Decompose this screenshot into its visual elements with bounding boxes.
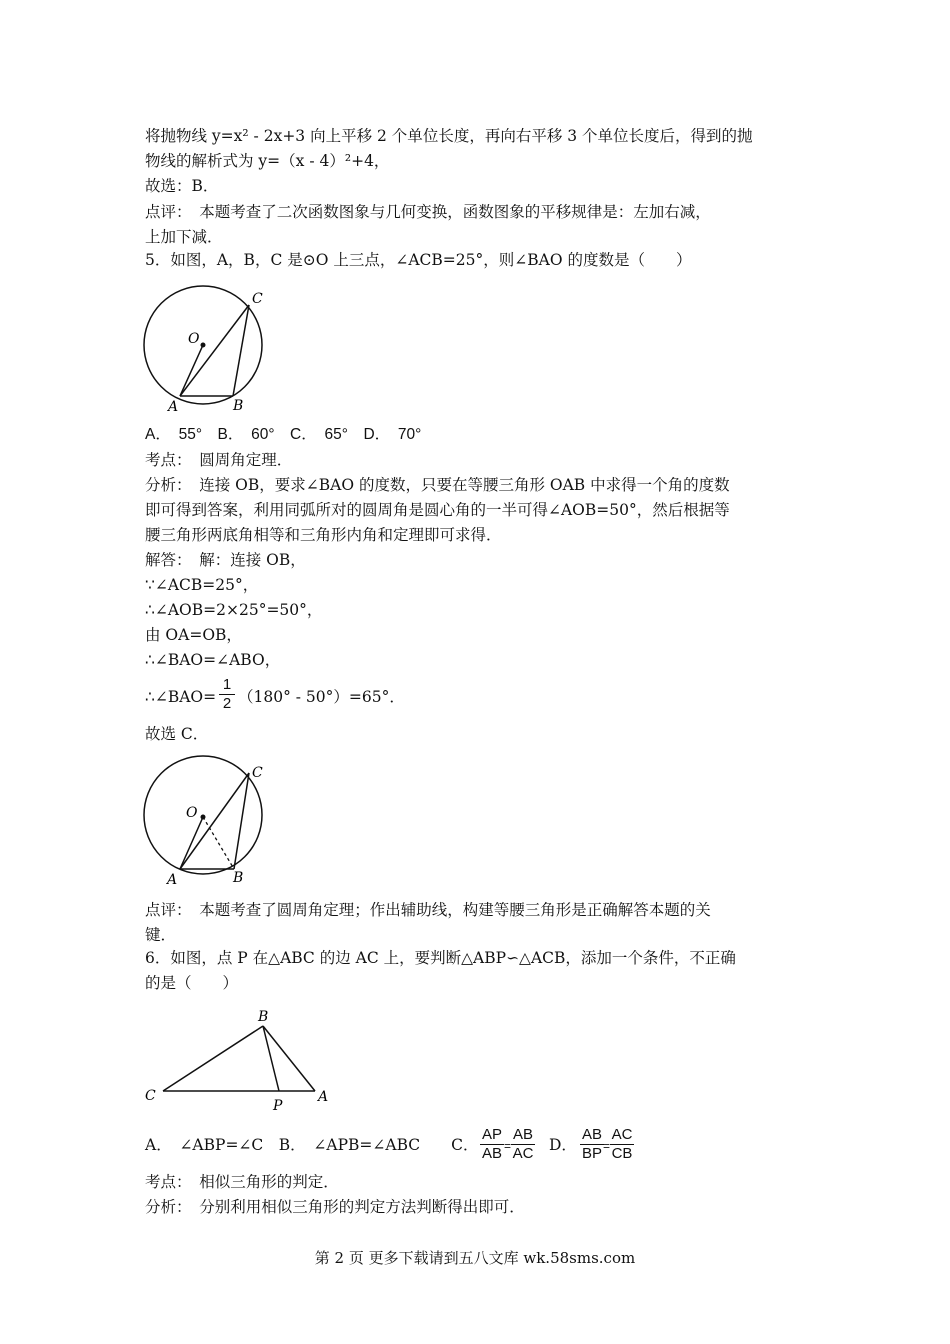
center-point: [201, 815, 206, 820]
fraction-numerator: 1: [219, 676, 235, 695]
label-b: B: [233, 870, 244, 886]
fraction-denominator: CB: [611, 1145, 633, 1162]
label-o: O: [188, 331, 200, 347]
circle-figure-2: [138, 755, 273, 887]
option-d-equals: =: [603, 1139, 611, 1153]
segment-ob-dashed: [203, 817, 234, 869]
segment-ca: [180, 305, 249, 396]
text-line-solution-3: ∴∠AOB=2×25°=50°，: [145, 601, 323, 619]
label-a: A: [168, 399, 179, 415]
triangle-figure: [140, 1005, 340, 1115]
text-line-answer-5: 故选 C．: [145, 725, 209, 743]
label-c: C: [145, 1088, 156, 1104]
question-6-line-2: 的是（ ）: [145, 974, 239, 992]
text-line-5: 上加下减．: [145, 228, 223, 246]
text-line-2: 物线的解析式为 y=（x - 4）²+4，: [145, 152, 390, 170]
text-line-3: 故选：B．: [145, 177, 219, 195]
circle-figure-1: [138, 285, 273, 415]
text-line-solution-2: ∵∠ACB=25°，: [145, 576, 259, 594]
text-line-solution-6b: （180° - 50°）=65°．: [238, 688, 405, 706]
option-d-right-fraction: [610, 1126, 634, 1163]
text-line-comment-1: 点评： 本题考查了圆周角定理；作出辅助线，构建等腰三角形是正确解答本题的关: [145, 901, 711, 919]
fraction-numerator: AC: [611, 1126, 633, 1143]
text-line-solution-5: ∴∠BAO=∠ABO，: [145, 651, 281, 669]
option-c-left-fraction: [480, 1126, 504, 1163]
label-b: B: [233, 398, 244, 414]
label-p: P: [273, 1098, 283, 1114]
fraction-one-half: [219, 676, 235, 713]
question-5-options: A． 55° B． 60° C． 65° D． 70°: [145, 426, 422, 443]
fraction-denominator: AB: [481, 1145, 502, 1162]
option-d-label: D．: [549, 1136, 577, 1154]
fraction-numerator: AB: [581, 1126, 602, 1143]
text-line-1: 将抛物线 y=x² - 2x+3 向上平移 2 个单位长度，再向右平移 3 个单位长度后，得到的抛: [145, 127, 753, 145]
text-line-analysis-2: 即可得到答案，利用同弧所对的圆周角是圆心角的一半可得∠AOB=50°，然后根据等: [145, 501, 730, 519]
fraction-numerator: AP: [481, 1126, 502, 1143]
fraction-denominator: AC: [512, 1145, 534, 1162]
page-footer: 第 2 页 更多下载请到五八文库 wk.58sms.com: [314, 1249, 636, 1267]
center-point: [201, 343, 206, 348]
text-line-kaodian-6: 考点： 相似三角形的判定．: [145, 1173, 339, 1191]
label-c: C: [252, 765, 263, 781]
label-b: B: [258, 1009, 269, 1025]
text-line-analysis-1: 分析： 连接 OB，要求∠BAO 的度数，只要在等腰三角形 OAB 中求得一个角的度数: [145, 476, 730, 494]
text-line-solution-6a: ∴∠BAO=: [145, 688, 217, 706]
text-line-comment-2: 键．: [145, 926, 177, 944]
question-6-line-1: 6．如图，点 P 在△ABC 的边 AC 上，要判断△ABP∽△ACB，添加一个条件，不正确: [145, 949, 736, 967]
text-line-kaodian-5: 考点： 圆周角定理．: [145, 451, 293, 469]
segment-cb: [233, 305, 249, 396]
question-6-options-ab: A． ∠ABP=∠C B． ∠APB=∠ABC C．: [145, 1136, 479, 1154]
label-c: C: [252, 291, 263, 307]
label-a: A: [167, 872, 178, 887]
text-line-analysis-6: 分析： 分别利用相似三角形的判定方法判断得出即可．: [145, 1198, 525, 1216]
text-line-solution-4: 由 OA=OB，: [145, 626, 242, 644]
segment-ca: [180, 773, 249, 869]
option-c-equals: =: [504, 1139, 512, 1153]
text-line-4: 点评： 本题考查了二次函数图象与几何变换，函数图象的平移规律是：左加右减，: [145, 203, 711, 221]
text-line-analysis-3: 腰三角形两底角相等和三角形内角和定理即可求得．: [145, 526, 502, 544]
label-a: A: [318, 1089, 329, 1105]
option-c-right-fraction: [511, 1126, 535, 1163]
label-o: O: [186, 805, 198, 821]
fraction-denominator: BP: [581, 1145, 602, 1162]
fraction-denominator: 2: [222, 695, 232, 712]
option-d-left-fraction: [580, 1126, 604, 1163]
segment-bc: [163, 1026, 263, 1091]
question-5: 5．如图，A，B，C 是⊙O 上三点，∠ACB=25°，则∠BAO 的度数是（ ）: [145, 251, 692, 269]
text-line-solution-1: 解答： 解：连接 OB，: [145, 551, 306, 569]
fraction-numerator: AB: [512, 1126, 533, 1143]
